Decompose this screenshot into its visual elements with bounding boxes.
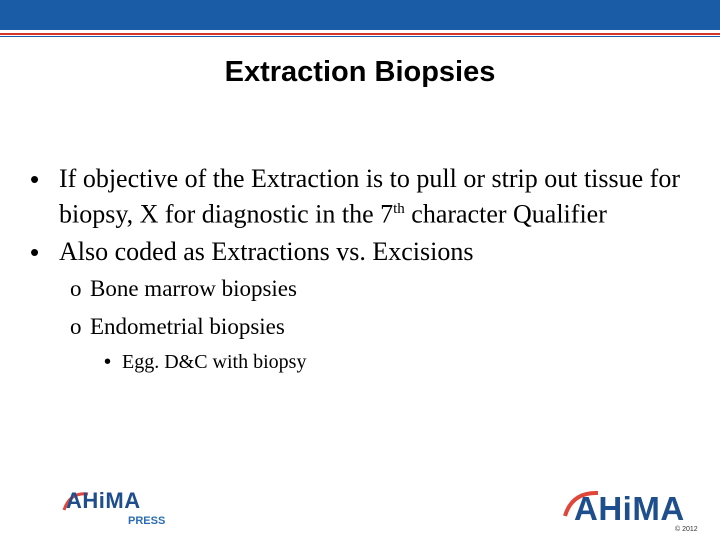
bullet-1-superscript: th [393,201,405,217]
slide-title: Extraction Biopsies [224,56,496,88]
header-blue-stripe [0,36,720,37]
header-bar [0,0,720,30]
ahima-press-logo [62,488,172,528]
copyright: © 2012 [675,526,698,533]
sub-sub-bullet-1-text: Egg. D&C with biopsy [122,350,307,373]
sub-bullet-marker: o [70,313,82,339]
logo-left-word: AHiMA [66,488,141,513]
slide-content [30,164,690,374]
bullet-marker: • [30,164,40,194]
sub-bullet-1-text: Bone marrow biopsies [90,275,297,301]
sub-bullet-marker: o [70,275,82,301]
sub-sub-bullet-1 [30,350,690,374]
ahima-logo [562,488,702,530]
bullet-1-text: If objective of the Extraction is to pull or strip out tissue for biopsy, X for diagnostic in the 7 [59,164,680,229]
sub-bullet-2 [30,312,690,341]
bullet-2 [30,237,690,267]
bullet-2-text: Also coded as Extractions vs. Excisions [59,236,474,266]
bullet-1-text-end: character Qualifier [404,199,607,229]
bullet-1 [30,164,690,230]
sub-bullet-2-text: Endometrial biopsies [90,313,285,339]
logo-left-sub: PRESS [128,515,166,527]
logo-right-word: AHiMA [574,490,685,527]
sub-sub-bullet-marker: • [104,350,112,373]
bullet-marker: • [30,236,40,267]
header-red-stripe [0,33,720,35]
sub-bullet-1 [30,274,690,303]
